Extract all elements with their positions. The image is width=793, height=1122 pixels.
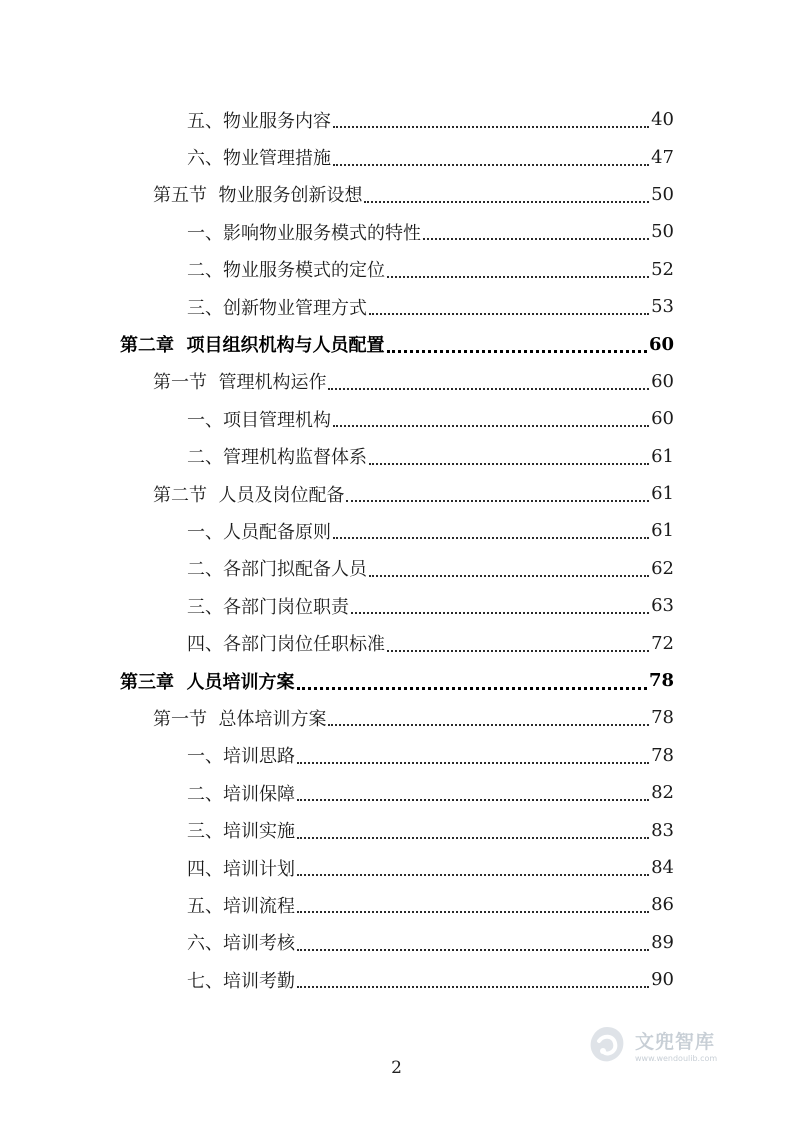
watermark-name: 文兜智库 bbox=[635, 1031, 716, 1053]
toc-entry[interactable] bbox=[0, 737, 793, 774]
toc-entry[interactable] bbox=[0, 363, 793, 400]
toc-entry-label: 二、培训保障 bbox=[187, 783, 295, 805]
toc-entry-page: 40 bbox=[651, 109, 674, 131]
toc-dot-leader bbox=[369, 462, 649, 465]
toc-entry-page: 78 bbox=[651, 744, 674, 766]
toc-entry-label: 六、培训考核 bbox=[187, 933, 295, 955]
toc-entry[interactable] bbox=[0, 288, 793, 325]
toc-dot-leader bbox=[297, 836, 649, 839]
toc-entry-page: 60 bbox=[648, 333, 674, 355]
toc-entry-page: 50 bbox=[651, 183, 674, 205]
toc-entry-label: 七、培训考勤 bbox=[187, 970, 295, 992]
toc-entry[interactable] bbox=[0, 961, 793, 998]
toc-entry-page: 47 bbox=[651, 146, 674, 168]
toc-entry[interactable] bbox=[0, 587, 793, 624]
toc-entry[interactable] bbox=[0, 138, 793, 175]
toc-dot-leader bbox=[333, 424, 649, 427]
toc-entry-page: 72 bbox=[651, 632, 674, 654]
page-number: 2 bbox=[391, 1058, 402, 1078]
toc-dot-leader bbox=[369, 312, 649, 315]
toc-dot-leader bbox=[328, 723, 649, 726]
toc-entry-label: 三、培训实施 bbox=[187, 821, 295, 843]
toc-entry[interactable] bbox=[0, 662, 793, 699]
toc-entry-label: 第一节 管理机构运作 bbox=[153, 372, 327, 394]
toc-dot-leader bbox=[297, 873, 649, 876]
toc-entry-page: 52 bbox=[651, 258, 674, 280]
toc-entry-page: 78 bbox=[648, 670, 674, 692]
toc-entry-label: 二、管理机构监督体系 bbox=[187, 447, 367, 469]
watermark-logo-icon bbox=[585, 1023, 629, 1067]
toc-entry-page: 78 bbox=[651, 707, 674, 729]
toc-dot-leader bbox=[297, 686, 647, 690]
toc-entry-page: 62 bbox=[651, 557, 674, 579]
watermark bbox=[585, 1020, 755, 1070]
toc-dot-leader bbox=[333, 536, 649, 539]
toc-entry[interactable] bbox=[0, 475, 793, 512]
toc-entry-page: 63 bbox=[651, 595, 674, 617]
table-of-contents bbox=[0, 101, 793, 998]
toc-entry-label: 五、物业服务内容 bbox=[187, 110, 331, 132]
toc-entry[interactable] bbox=[0, 699, 793, 736]
toc-entry-label: 四、培训计划 bbox=[187, 858, 295, 880]
toc-dot-leader bbox=[297, 761, 649, 764]
toc-entry-page: 61 bbox=[651, 483, 674, 505]
toc-entry-label: 一、培训思路 bbox=[187, 746, 295, 768]
toc-entry-label: 一、项目管理机构 bbox=[187, 409, 331, 431]
toc-entry[interactable] bbox=[0, 101, 793, 138]
toc-entry[interactable] bbox=[0, 811, 793, 848]
toc-entry-label: 二、物业服务模式的定位 bbox=[187, 260, 385, 282]
toc-entry-label: 第一节 总体培训方案 bbox=[153, 708, 327, 730]
toc-dot-leader bbox=[364, 200, 649, 203]
toc-dot-leader bbox=[369, 574, 649, 577]
toc-dot-leader bbox=[297, 948, 649, 951]
toc-entry[interactable] bbox=[0, 400, 793, 437]
toc-dot-leader bbox=[423, 237, 649, 240]
watermark-url: www.wendoulib.com bbox=[635, 1054, 718, 1063]
toc-entry[interactable] bbox=[0, 624, 793, 661]
toc-entry-label: 四、各部门岗位任职标准 bbox=[187, 634, 385, 656]
toc-entry[interactable] bbox=[0, 176, 793, 213]
toc-dot-leader bbox=[333, 125, 649, 128]
toc-dot-leader bbox=[387, 349, 647, 353]
toc-entry-page: 83 bbox=[651, 819, 674, 841]
toc-dot-leader bbox=[297, 910, 649, 913]
toc-dot-leader bbox=[346, 499, 649, 502]
toc-dot-leader bbox=[297, 798, 649, 801]
toc-entry-page: 60 bbox=[651, 408, 674, 430]
toc-entry-page: 86 bbox=[651, 894, 674, 916]
toc-entry[interactable] bbox=[0, 325, 793, 362]
toc-dot-leader bbox=[387, 649, 649, 652]
toc-entry-label: 第三章 人员培训方案 bbox=[120, 671, 295, 693]
toc-entry-label: 第五节 物业服务创新设想 bbox=[153, 185, 363, 207]
toc-entry[interactable] bbox=[0, 774, 793, 811]
toc-entry[interactable] bbox=[0, 251, 793, 288]
toc-entry-label: 第二章 项目组织机构与人员配置 bbox=[120, 335, 385, 357]
toc-entry-label: 六、物业管理措施 bbox=[187, 148, 331, 170]
toc-entry-page: 90 bbox=[651, 969, 674, 991]
toc-entry-label: 第二节 人员及岗位配备 bbox=[153, 484, 345, 506]
toc-entry-page: 89 bbox=[651, 931, 674, 953]
toc-entry-page: 61 bbox=[651, 520, 674, 542]
toc-entry-label: 一、影响物业服务模式的特性 bbox=[187, 222, 421, 244]
toc-dot-leader bbox=[351, 611, 649, 614]
toc-entry-label: 三、各部门岗位职责 bbox=[187, 596, 349, 618]
toc-entry-label: 一、人员配备原则 bbox=[187, 521, 331, 543]
toc-entry[interactable] bbox=[0, 550, 793, 587]
toc-entry-page: 82 bbox=[651, 782, 674, 804]
toc-entry[interactable] bbox=[0, 886, 793, 923]
toc-dot-leader bbox=[297, 985, 649, 988]
toc-entry-label: 二、各部门拟配备人员 bbox=[187, 559, 367, 581]
toc-entry[interactable] bbox=[0, 213, 793, 250]
toc-dot-leader bbox=[387, 275, 649, 278]
toc-entry-page: 61 bbox=[651, 445, 674, 467]
toc-entry[interactable] bbox=[0, 849, 793, 886]
toc-entry-page: 60 bbox=[651, 370, 674, 392]
toc-entry-page: 53 bbox=[651, 296, 674, 318]
toc-entry-page: 84 bbox=[651, 857, 674, 878]
toc-entry[interactable] bbox=[0, 438, 793, 475]
toc-entry-page: 50 bbox=[651, 221, 674, 243]
toc-dot-leader bbox=[328, 387, 649, 390]
toc-dot-leader bbox=[333, 163, 649, 166]
toc-entry-label: 三、创新物业管理方式 bbox=[187, 297, 367, 319]
toc-entry[interactable] bbox=[0, 924, 793, 961]
toc-entry[interactable] bbox=[0, 512, 793, 549]
toc-entry-label: 五、培训流程 bbox=[187, 895, 295, 917]
